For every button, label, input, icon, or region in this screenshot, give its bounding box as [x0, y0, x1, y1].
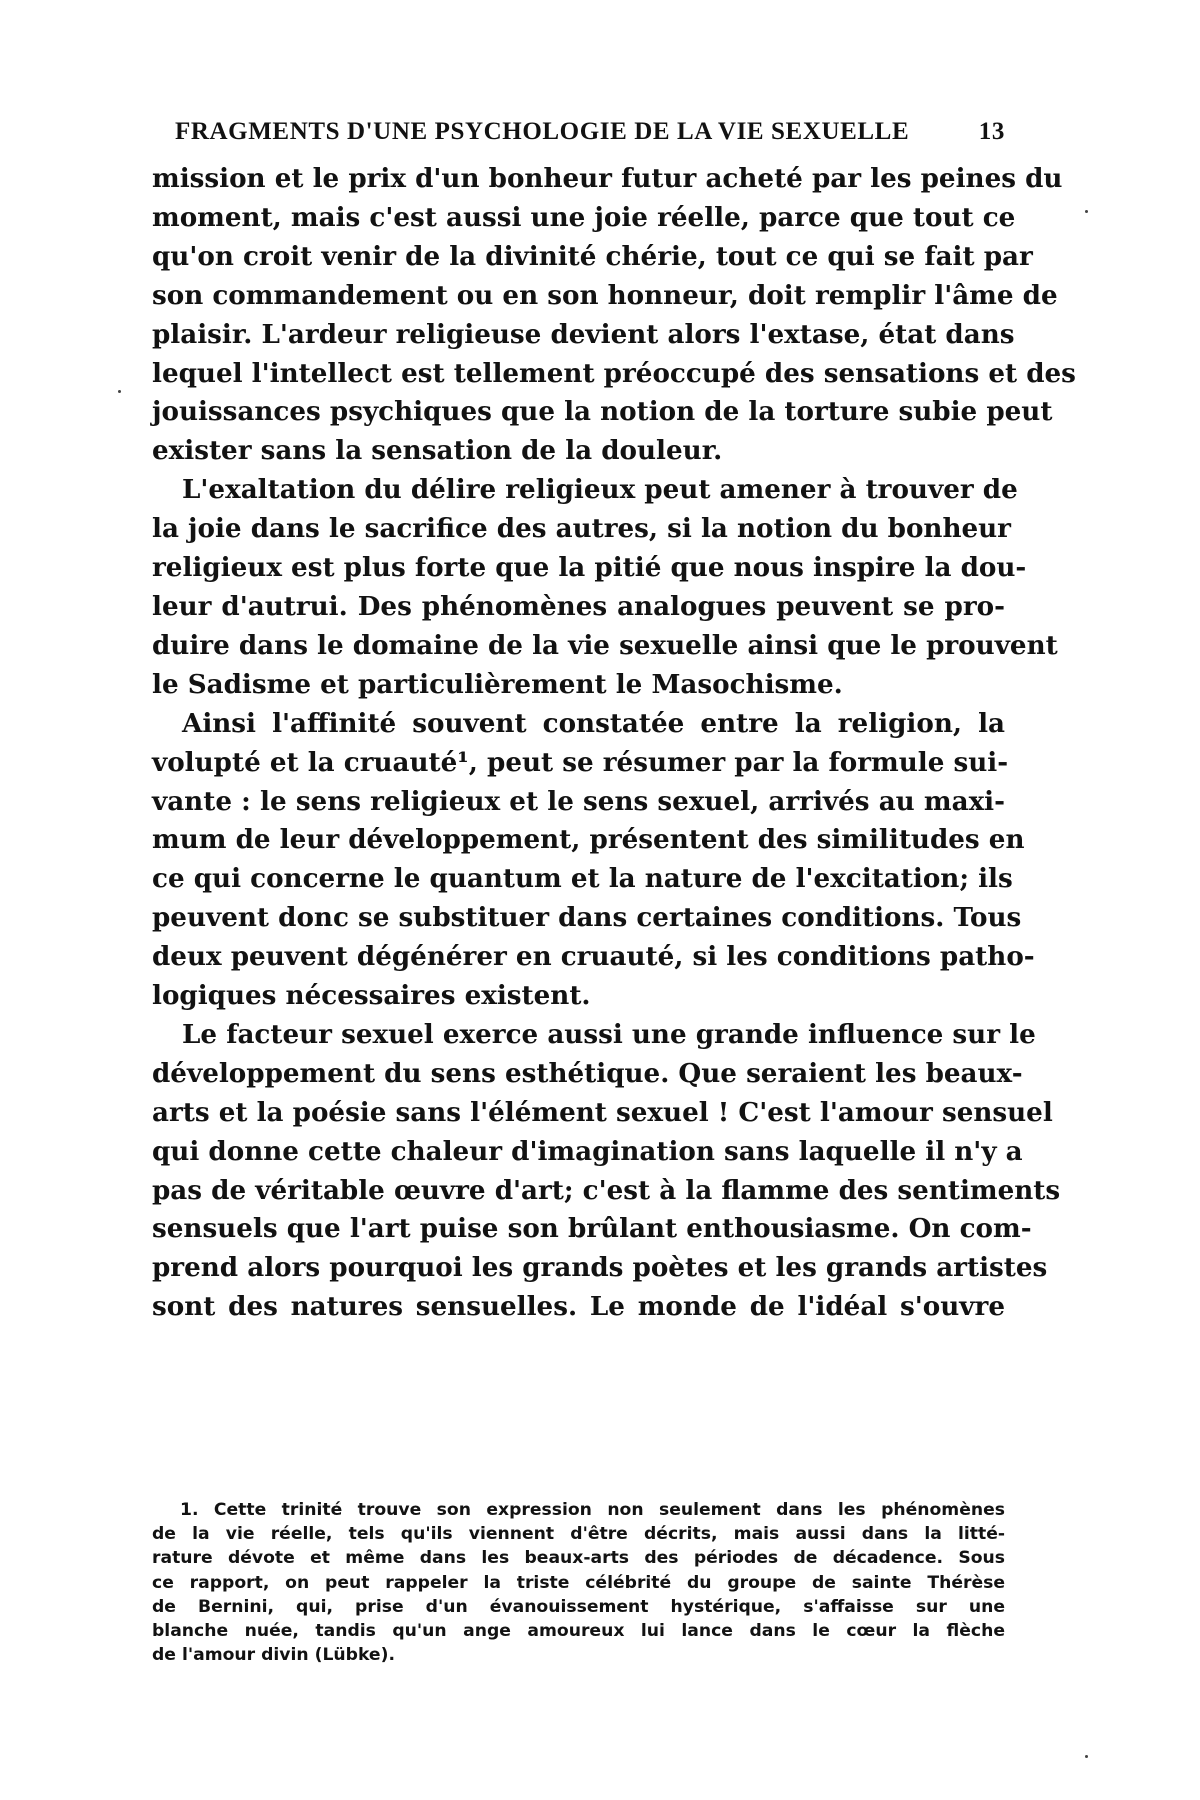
body-line: la joie dans le sacrifice des autres, si la notion du bonheur — [152, 513, 1011, 545]
body-line: exister sans la sensation de la douleur. — [152, 435, 723, 467]
scan-speck — [118, 390, 121, 393]
footnote-line: ce rapport, on peut rappeler la triste célébrité du groupe de sainte Thérèse — [152, 1572, 1005, 1593]
body-line: prend alors pourquoi les grands poètes et les grands artistes — [152, 1252, 1048, 1284]
body-line: sont des natures sensuelles. Le monde de l'idéal s'ouvre — [152, 1291, 1005, 1323]
body-line: arts et la poésie sans l'élément sexuel ! C'est l'amour sensuel — [152, 1096, 1053, 1128]
body-line: deux peuvent dégénérer en cruauté, si les conditions patho- — [152, 941, 1035, 973]
body-line: sensuels que l'art puise son brûlant enthousiasme. On com- — [152, 1213, 1032, 1245]
scan-speck — [1085, 1755, 1088, 1758]
body-line: Le facteur sexuel exerce aussi une grande influence sur le — [182, 1018, 1036, 1050]
body-line: Ainsi l'affinité souvent constatée entre la religion, la — [182, 707, 1005, 739]
body-line: plaisir. L'ardeur religieuse devient alors l'extase, état dans — [152, 318, 1015, 350]
body-line: L'exaltation du délire religieux peut amener à trouver de — [182, 474, 1018, 506]
footnote-line: blanche nuée, tandis qu'un ange amoureux lui lance dans le cœur la flèche — [152, 1621, 1005, 1642]
body-line: mission et le prix d'un bonheur futur acheté par les peines du — [152, 163, 1063, 194]
running-title: FRAGMENTS D'UNE PSYCHOLOGIE DE LA VIE SEXUELLE — [175, 118, 910, 145]
body-line: moment, mais c'est aussi une joie réelle, parce que tout ce — [152, 201, 1016, 233]
body-line: le Sadisme et particulièrement le Masochisme. — [152, 668, 843, 700]
body-line: pas de véritable œuvre d'art; c'est à la flamme des sentiments — [152, 1174, 1061, 1206]
body-line: qu'on croit venir de la divinité chérie, tout ce qui se fait par — [152, 240, 1033, 272]
footnote — [152, 1498, 1005, 1667]
body-line: lequel l'intellect est tellement préoccupé des sensations et des — [152, 357, 1076, 389]
page-number: 13 — [978, 118, 1005, 145]
footnote-line: de Bernini, qui, prise d'un évanouissement hystérique, s'affaisse sur une — [152, 1596, 1005, 1617]
body-text — [152, 160, 1076, 1327]
body-line: jouissances psychiques que la notion de la torture subie peut — [152, 396, 1053, 428]
body-line: ce qui concerne le quantum et la nature de l'excitation; ils — [152, 863, 1013, 895]
page-header — [175, 118, 1005, 158]
body-line: vante : le sens religieux et le sens sexuel, arrivés au maxi- — [152, 785, 1005, 817]
footnote-line: de l'amour divin (Lübke). — [152, 1645, 395, 1666]
body-line: développement du sens esthétique. Que seraient les beaux- — [152, 1057, 1023, 1089]
body-line: peuvent donc se substituer dans certaines conditions. Tous — [152, 902, 1022, 934]
body-line: religieux est plus forte que la pitié que nous inspire la dou- — [152, 552, 1027, 584]
body-line: volupté et la cruauté¹, peut se résumer par la formule sui- — [152, 746, 1009, 778]
body-line: duire dans le domaine de la vie sexuelle ainsi que le prouvent — [152, 629, 1058, 661]
footnote-line: rature dévote et même dans les beaux-arts des périodes de décadence. Sous — [152, 1548, 1005, 1569]
body-line: leur d'autrui. Des phénomènes analogues peuvent se pro- — [152, 590, 1005, 622]
body-line: qui donne cette chaleur d'imagination sans laquelle il n'y a — [152, 1135, 1023, 1167]
footnote-line: de la vie réelle, tels qu'ils viennent d'être décrits, mais aussi dans la litté- — [152, 1524, 1005, 1545]
scan-speck — [1085, 210, 1088, 213]
body-line: mum de leur développement, présentent des similitudes en — [152, 824, 1025, 856]
body-line: logiques nécessaires existent. — [152, 980, 591, 1012]
body-line: son commandement ou en son honneur, doit remplir l'âme de — [152, 279, 1058, 311]
footnote-line: 1. Cette trinité trouve son expression non seulement dans les phénomènes — [180, 1500, 1005, 1520]
